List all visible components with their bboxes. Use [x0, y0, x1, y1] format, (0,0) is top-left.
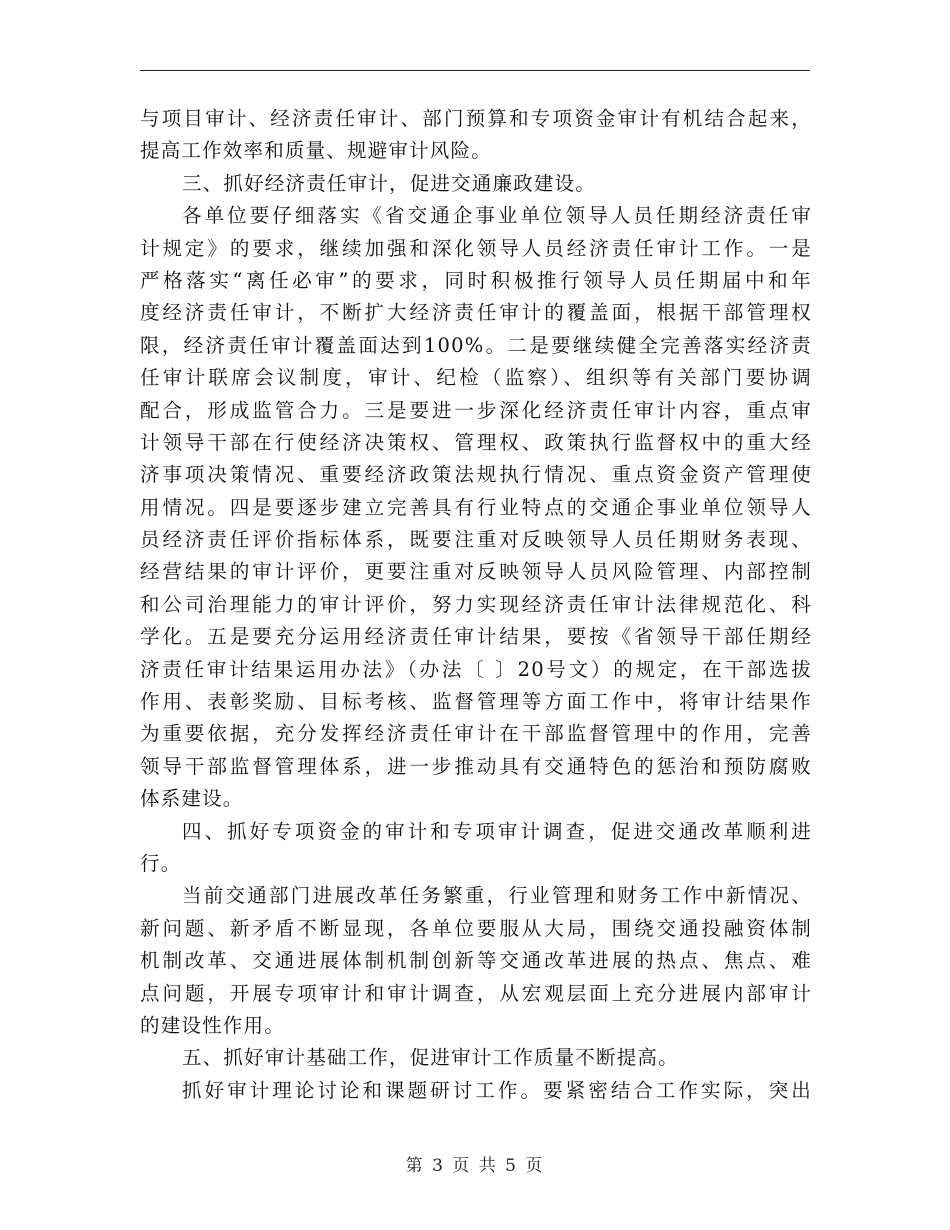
text-line: 领导干部监督管理体系，进一步推动具有交通特色的惩治和预防腐败: [140, 754, 812, 778]
text-line: 与项目审计、经济责任审计、部门预算和专项资金审计有机结合起来，: [140, 107, 812, 130]
document-body: [140, 103, 812, 1107]
text-line: 经营结果的审计评价，更要注重对反映领导人员风险管理、内部控制: [140, 560, 812, 584]
page-footer: 第 3 页 共 5 页: [405, 1156, 545, 1176]
text-line: 体系建设。: [140, 787, 244, 811]
text-line: 用情况。四是要逐步建立完善具有行业特点的交通企事业单位领导人: [140, 495, 812, 519]
text-line: 作用、表彰奖励、目标考核、监督管理等方面工作中，将审计结果作: [140, 690, 812, 714]
text-line: 限，经济责任审计覆盖面达到100%。二是要继续健全完善落实经济责: [140, 333, 812, 357]
section-heading: 五、抓好审计基础工作，促进审计工作质量不断提高。: [182, 1046, 679, 1070]
text-line: 为重要依据，充分发挥经济责任审计在干部监督管理中的作用，完善: [140, 722, 812, 746]
text-line: 度经济责任审计，不断扩大经济责任审计的覆盖面，根据干部管理权: [140, 301, 812, 325]
text-line: 和公司治理能力的审计评价，努力实现经济责任审计法律规范化、科: [140, 592, 812, 616]
text-line: 新问题、新矛盾不断显现，各单位要服从大局，围绕交通投融资体制: [140, 916, 812, 940]
text-line: 计规定》的要求，继续加强和深化领导人员经济责任审计工作。一是: [140, 236, 812, 260]
text-line: 点问题，开展专项审计和审计调查，从宏观层面上充分进展内部审计: [140, 981, 812, 1005]
section-heading: 三、抓好经济责任审计，促进交通廉政建设。: [182, 171, 597, 195]
text-line: 济事项决策情况、重要经济政策法规执行情况、重点资金资产管理使: [140, 463, 812, 487]
text-line: 任审计联席会议制度，审计、纪检（监察）、组织等有关部门要协调: [140, 366, 812, 390]
header-rule: [140, 70, 810, 71]
text-line: 机制改革、交通进展体制机制创新等交通改革进展的热点、焦点、难: [140, 949, 812, 973]
text-line: 各单位要仔细落实《省交通企事业单位领导人员任期经济责任审: [182, 204, 812, 228]
text-line: 抓好审计理论讨论和课题研讨工作。要紧密结合工作实际，突出: [182, 1078, 812, 1102]
text-line: 的建设性作用。: [140, 1013, 285, 1037]
text-line: 员经济责任评价指标体系，既要注重对反映领导人员任期财务表现、: [140, 528, 812, 552]
text-line: 行。: [140, 851, 182, 875]
text-line: 提高工作效率和质量、规避审计风险。: [140, 139, 492, 163]
text-line: 当前交通部门进展改革任务繁重，行业管理和财务工作中新情况、: [182, 884, 812, 908]
text-line: 配合，形成监管合力。三是要进一步深化经济责任审计内容，重点审: [140, 398, 812, 422]
text-line: 学化。五是要充分运用经济责任审计结果，要按《省领导干部任期经: [140, 625, 812, 649]
section-heading: 四、抓好专项资金的审计和专项审计调查，促进交通改革顺利进: [182, 819, 812, 843]
text-line: 计领导干部在行使经济决策权、管理权、政策执行监督权中的重大经: [140, 430, 812, 454]
text-line: 济责任审计结果运用办法》（办法〔 〕20号文）的规定，在干部选拔: [140, 657, 812, 681]
text-line: 严格落实“离任必审”的要求，同时积极推行领导人员任期届中和年: [140, 268, 812, 292]
